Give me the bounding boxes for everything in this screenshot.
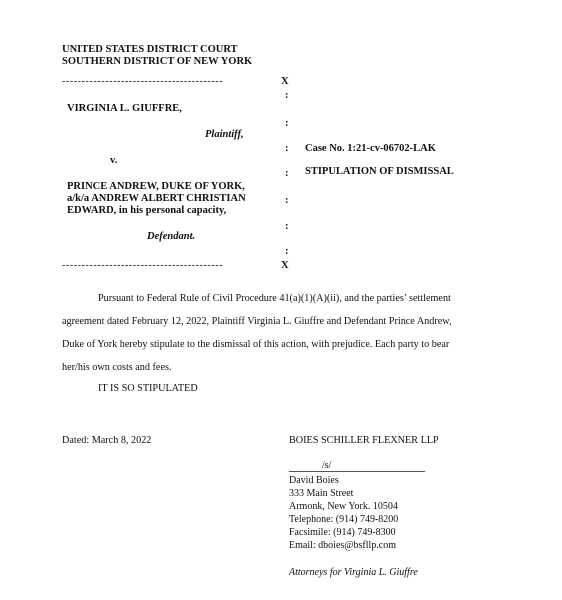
stipulated-statement: IT IS SO STIPULATED bbox=[98, 383, 198, 394]
attorney-name: David Boies bbox=[289, 475, 339, 486]
caption-colon: : bbox=[285, 90, 289, 101]
attorneys-for: Attorneys for Virginia L. Giuffre bbox=[289, 567, 418, 578]
caption-colon: : bbox=[285, 221, 289, 232]
telephone: Telephone: (914) 749-8200 bbox=[289, 514, 399, 525]
defendant-role: Defendant. bbox=[147, 231, 196, 242]
body-line: agreement dated February 12, 2022, Plaintiff Virginia L. Giuffre and Defendant Prince Andrew, bbox=[62, 316, 452, 327]
caption-colon: : bbox=[285, 195, 289, 206]
caption-top-x: X bbox=[281, 76, 289, 87]
body-line: Pursuant to Federal Rule of Civil Procedure 41(a)(1)(A)(ii), and the parties’ settlement bbox=[98, 293, 451, 304]
facsimile: Facsimile: (914) 749-8300 bbox=[289, 527, 396, 538]
versus: v. bbox=[110, 155, 118, 166]
caption-colon: : bbox=[285, 168, 289, 179]
body-line: her/his own costs and fees. bbox=[62, 362, 172, 373]
case-number: Case No. 1:21-cv-06702-LAK bbox=[305, 143, 436, 154]
plaintiff-role: Plaintiff, bbox=[205, 129, 244, 140]
law-firm: BOIES SCHILLER FLEXNER LLP bbox=[289, 435, 439, 446]
email: Email: dboies@bsfllp.com bbox=[289, 540, 396, 551]
dated-line: Dated: March 8, 2022 bbox=[62, 435, 152, 446]
body-line: Duke of York hereby stipulate to the dismissal of this action, with prejudice. Each party to bear bbox=[62, 339, 450, 350]
caption-colon: : bbox=[285, 143, 289, 154]
defendant-name-line2: a/k/a ANDREW ALBERT CHRISTIAN bbox=[67, 193, 246, 204]
electronic-signature: /s/ bbox=[322, 460, 332, 471]
court-district: SOUTHERN DISTRICT OF NEW YORK bbox=[62, 56, 253, 67]
document-title: STIPULATION OF DISMISSAL bbox=[305, 166, 454, 177]
address-street: 333 Main Street bbox=[289, 488, 354, 499]
signature-line bbox=[289, 471, 425, 472]
defendant-name-line3: EDWARD, in his personal capacity, bbox=[67, 205, 227, 216]
caption-bottom-divider: ----------------------------------------- bbox=[62, 260, 224, 271]
caption-bottom-x: X bbox=[281, 260, 289, 271]
plaintiff-name: VIRGINIA L. GIUFFRE, bbox=[67, 103, 182, 114]
court-name: UNITED STATES DISTRICT COURT bbox=[62, 44, 238, 55]
address-city: Armonk, New York. 10504 bbox=[289, 501, 398, 512]
caption-top-divider: ----------------------------------------- bbox=[62, 76, 224, 87]
defendant-name-line1: PRINCE ANDREW, DUKE OF YORK, bbox=[67, 181, 245, 192]
caption-colon: : bbox=[285, 118, 289, 129]
caption-colon: : bbox=[285, 246, 289, 257]
